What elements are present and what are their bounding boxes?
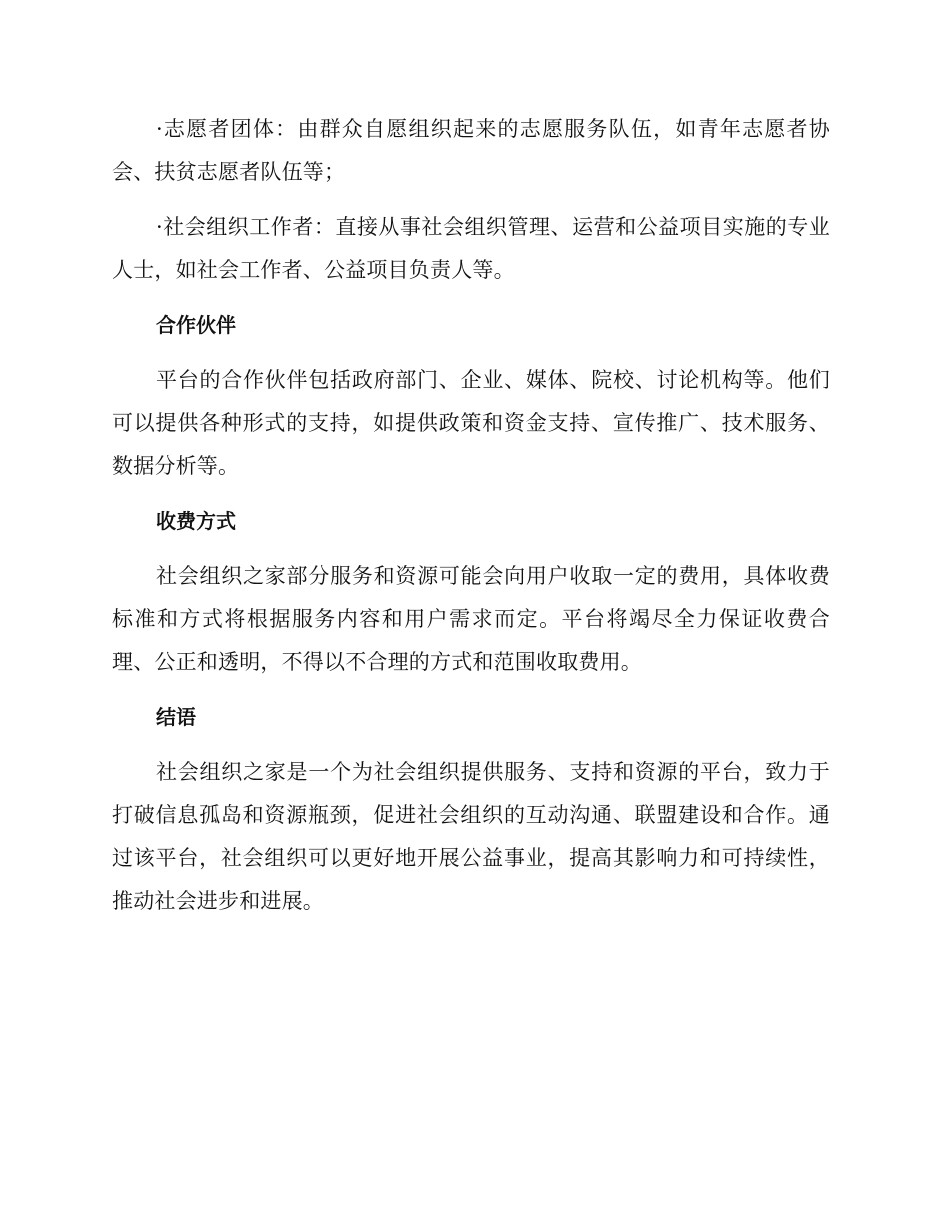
section-body-partners: 平台的合作伙伴包括政府部门、企业、媒体、院校、讨论机构等。他们可以提供各种形式的支持，如提供政策和资金支持、宣传推广、技术服务、数据分析等。	[112, 368, 830, 478]
section-heading-fees: 收费方式	[156, 509, 236, 533]
section-heading-conclusion: 结语	[156, 705, 196, 729]
section-body-fees: 社会组织之家部分服务和资源可能会向用户收取一定的费用，具体收费标准和方式将根据服务内容和用户需求而定。平台将竭尽全力保证收费合理、公正和透明，不得以不合理的方式和范围收取费用。	[112, 564, 830, 674]
bullet-social-workers: ·社会组织工作者：直接从事社会组织管理、运营和公益项目实施的专业人士，如社会工作者、公益项目负责人等。	[112, 215, 830, 282]
document-page	[112, 108, 830, 935]
section-heading-partners: 合作伙伴	[156, 313, 236, 337]
section-body-conclusion: 社会组织之家是一个为社会组织提供服务、支持和资源的平台，致力于打破信息孤岛和资源瓶颈，促进社会组织的互动沟通、联盟建设和合作。通过该平台，社会组织可以更好地开展公益事业，提高其影响力和可持续性，推动社会进步和进展。	[112, 760, 830, 913]
bullet-volunteer-groups: ·志愿者团体：由群众自愿组织起来的志愿服务队伍，如青年志愿者协会、扶贫志愿者队伍等；	[112, 117, 830, 184]
